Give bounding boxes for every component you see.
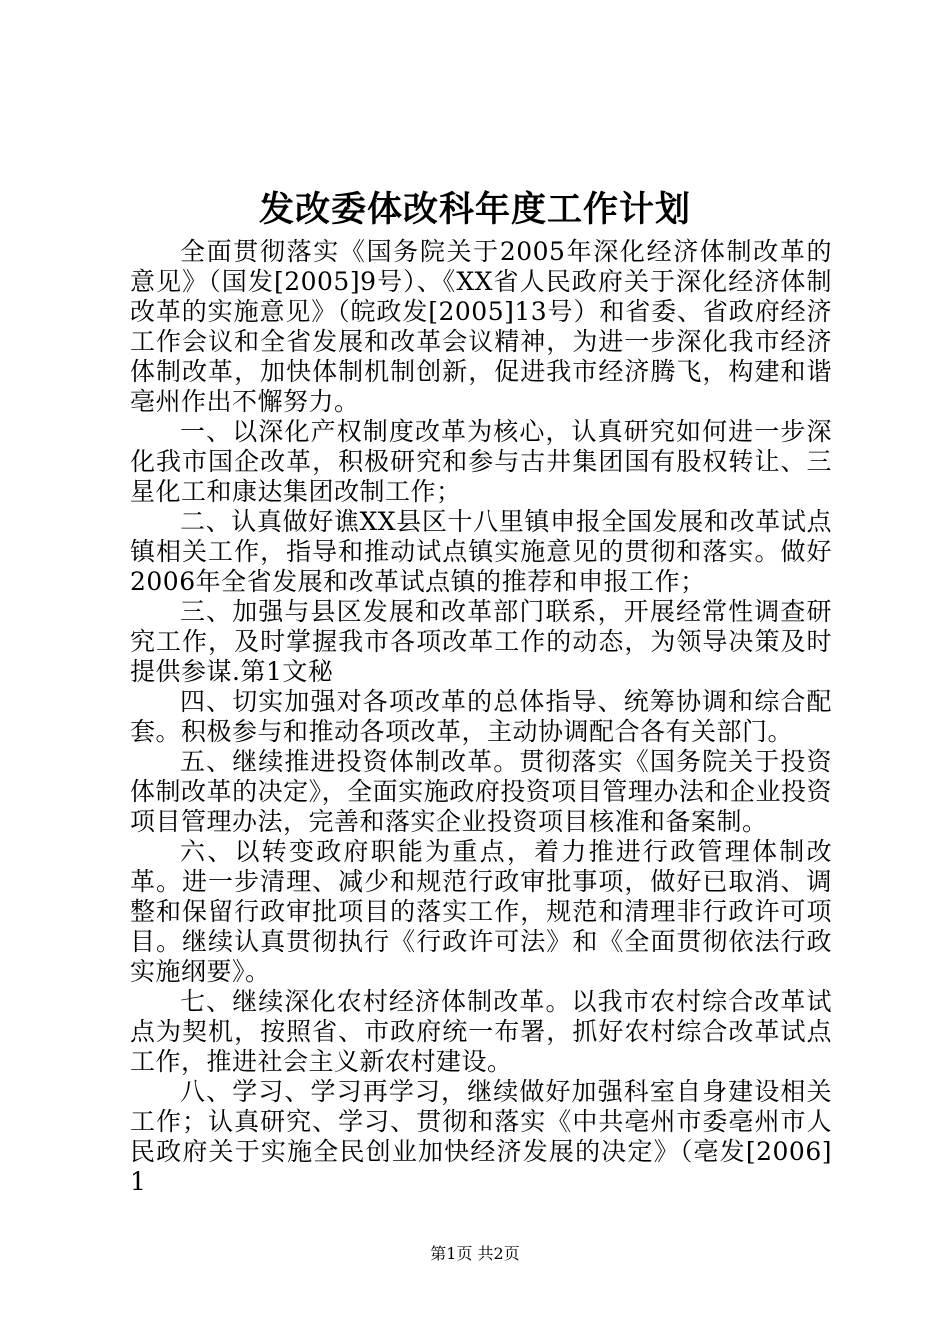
document-title: 发改委体改科年度工作计划 xyxy=(258,189,691,230)
document-body xyxy=(130,237,832,1197)
paragraph-item-4: 四、切实加强对各项改革的总体指导、统筹协调和综合配套。积极参与和推动各项改革，主动协调配合各有关部门。 xyxy=(130,687,832,746)
paragraph-item-3: 三、加强与县区发展和改革部门联系，开展经常性调查研究工作，及时掌握我市各项改革工作的动态，为领导决策及时提供参谋.第1文秘 xyxy=(130,597,832,686)
paragraph-intro: 全面贯彻落实《国务院关于2005年深化经济体制改革的意见》（国发[2005]9号）、《XX省人民政府关于深化经济体制改革的实施意见》（皖政发[2005]13号）和省委、省政府经济工作会议和全省发展和改革会议精神，为进一步深化我市经济体制改革，加快体制机制创新，促进我市经济腾飞，构建和谐亳州作出不懈努力。 xyxy=(130,237,832,416)
paragraph-item-8: 八、学习、学习再学习，继续做好加强科室自身建设相关工作；认真研究、学习、贯彻和落实《中共亳州市委亳州市人民政府关于实施全民创业加快经济发展的决定》（亳发[2006]1 xyxy=(130,1077,832,1196)
paragraph-item-7: 七、继续深化农村经济体制改革。以我市农村综合改革试点为契机，按照省、市政府统一布署，抓好农村综合改革试点工作，推进社会主义新农村建设。 xyxy=(130,987,832,1076)
paragraph-item-6: 六、以转变政府职能为重点，着力推进行政管理体制改革。进一步清理、减少和规范行政审批事项，做好已取消、调整和保留行政审批项目的落实工作，规范和清理非行政许可项目。继续认真贯彻执行《行政许可法》和《全面贯彻依法行政实施纲要》。 xyxy=(130,837,832,986)
paragraph-item-5: 五、继续推进投资体制改革。贯彻落实《国务院关于投资体制改革的决定》，全面实施政府投资项目管理办法和企业投资项目管理办法，完善和落实企业投资项目核准和备案制。 xyxy=(130,747,832,836)
page-footer: 第1页 共2页 xyxy=(430,1244,520,1263)
paragraph-item-1: 一、以深化产权制度改革为核心，认真研究如何进一步深化我市国企改革，积极研究和参与古井集团国有股权转让、三星化工和康达集团改制工作； xyxy=(130,417,832,506)
paragraph-item-2: 二、认真做好谯XX县区十八里镇申报全国发展和改革试点镇相关工作，指导和推动试点镇实施意见的贯彻和落实。做好2006年全省发展和改革试点镇的推荐和申报工作； xyxy=(130,507,832,596)
